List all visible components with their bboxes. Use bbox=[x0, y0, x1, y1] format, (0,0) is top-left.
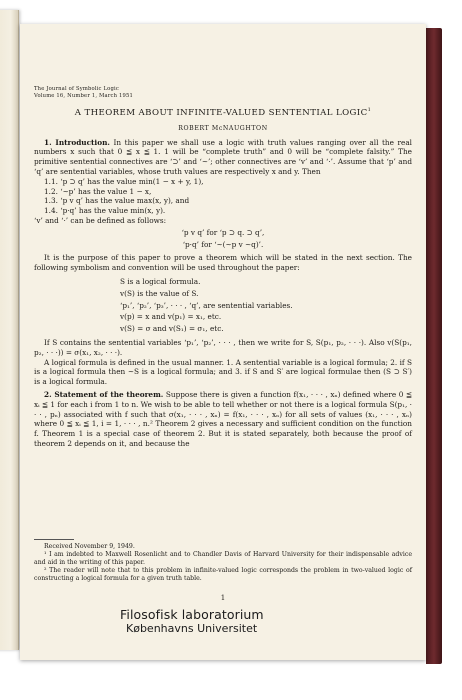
connective-definition: ‘p·q’ for ‘~(~p v ~q)’. bbox=[182, 239, 264, 249]
footnotes bbox=[34, 539, 412, 583]
article-title bbox=[34, 106, 412, 119]
section1-paragraph: In this paper we shall use a logic with truth values ranging over all the real numbers x such that 0 ≦ x ≦ 1. 1 will be “complete truth” and 0 will be “complete falsity.” The primitive sentential connectives are ‘⊃’ and ‘~’; other connectives are ‘v’ and ‘·’. Assume that ‘p’ and ‘q’ are sentential variables, whose truth values are respectively x and y. Then bbox=[34, 137, 413, 177]
article-title-text: A THEOREM ABOUT INFINITE-VALUED SENTENTIAL LOGIC bbox=[74, 108, 368, 119]
page-text bbox=[34, 86, 412, 449]
definition-item: 1.1. ‘p ⊃ q’ has the value min(1 − x + y, 1), bbox=[44, 176, 204, 186]
author: ROBERT McNAUGHTON bbox=[178, 124, 268, 132]
received-date: Received November 9, 1949. bbox=[44, 543, 135, 550]
convention-item: ‘p₁’, ‘p₂’, ‘p₃’, · · · , ‘q’, are sentential variables. bbox=[120, 300, 293, 310]
connective-definition: ‘p v q’ for ‘p ⊃ q. ⊃ q’, bbox=[181, 227, 265, 237]
title-footnote-mark: 1 bbox=[367, 107, 372, 114]
convention-item: v(S) is the value of S. bbox=[120, 288, 199, 298]
convention-item: v(p) = x and v(p₁) = x₁, etc. bbox=[120, 312, 222, 322]
convention-list bbox=[34, 277, 412, 334]
journal-page bbox=[20, 24, 426, 660]
journal-issue: Volume 16, Number 1, March 1951 bbox=[34, 92, 134, 99]
definition-item: 1.2. ‘~p’ has the value 1 − x, bbox=[44, 186, 152, 196]
section2-heading: 2. Statement of the theorem. bbox=[44, 389, 164, 399]
definition-item: 1.4. ‘p·q’ has the value min(x, y). bbox=[44, 206, 166, 216]
section2-paragraph: Suppose there is given a function f(x₁, · · · , xₙ) defined where 0 ≦ xᵢ ≦ 1 for each i from 1 to n. We wish to be able to tell whether or not there is a logical formula S(p₁, · · · , pₙ) associated with f such that σ(x₁, · · · , xₙ) = f(x₁, · · · , xₙ) for all sets of values (x₁, · · · , xₙ) where 0 ≦ xᵢ ≦ 1, i = 1, · · · , n.² Theorem 2 gives a necessary and sufficient condition on the function f. Theorem 1 is a special case of theorem 2. But it is stated separately, both because the proof of theorem 2 depends on it, and because the bbox=[34, 389, 412, 448]
library-stamp bbox=[120, 607, 310, 635]
section2-statement bbox=[34, 390, 412, 449]
definition-item: 1.3. ‘p v q’ has the value max(x, y), and bbox=[44, 196, 190, 206]
defined-connectives-line: ‘v’ and ‘·’ can be defined as follows: bbox=[34, 216, 167, 226]
footnote-2: ² The reader will note that to this problem in infinite-valued logic corresponds the problem in two-valued logic of constructing a logical formula for a given truth table. bbox=[34, 567, 412, 582]
convention-item: v(S) = σ and v(S₁) = σ₁, etc. bbox=[120, 324, 224, 334]
variables-paragraph: If S contains the sentential variables ‘p₁’, ‘p₂’, · · · , then we write for S, S(p₁, p₂, · · ·). Also v(S(p₁, p₂, · · ·)) = σ(x₁, x₂, · · ·). bbox=[34, 337, 412, 357]
section1-heading: 1. Introduction. bbox=[44, 137, 110, 147]
purpose-paragraph: It is the purpose of this paper to prove a theorem which will be stated in the next section. The following symbolism and convention will be used throughout the paper: bbox=[34, 253, 412, 273]
footnote-rule bbox=[34, 539, 74, 540]
journal-name: The Journal of Symbolic Logic bbox=[34, 86, 119, 92]
footnote-1: ¹ I am indebted to Maxwell Rosenlicht and to Chandler Davis of Harvard University for their indispensable advice and aid in the writing of this paper. bbox=[34, 551, 412, 566]
book-binding bbox=[426, 28, 442, 664]
convention-item: S is a logical formula. bbox=[120, 277, 201, 286]
journal-header bbox=[34, 86, 412, 99]
previous-page-edge bbox=[0, 10, 19, 650]
stamp-line-2: Københavns Universitet bbox=[126, 622, 258, 635]
formula-definition-paragraph: A logical formula is defined in the usual manner. 1. A sentential variable is a logical formula; 2. if S is a logical formula then ~S is a logical formula; and 3. if S and S′ are logical formulae then (S ⊃ S′) is a logical formula. bbox=[34, 357, 412, 387]
section1-intro bbox=[34, 138, 412, 177]
page-number: 1 bbox=[220, 594, 226, 602]
stamp-line-1: Filosofisk laboratorium bbox=[120, 607, 264, 622]
